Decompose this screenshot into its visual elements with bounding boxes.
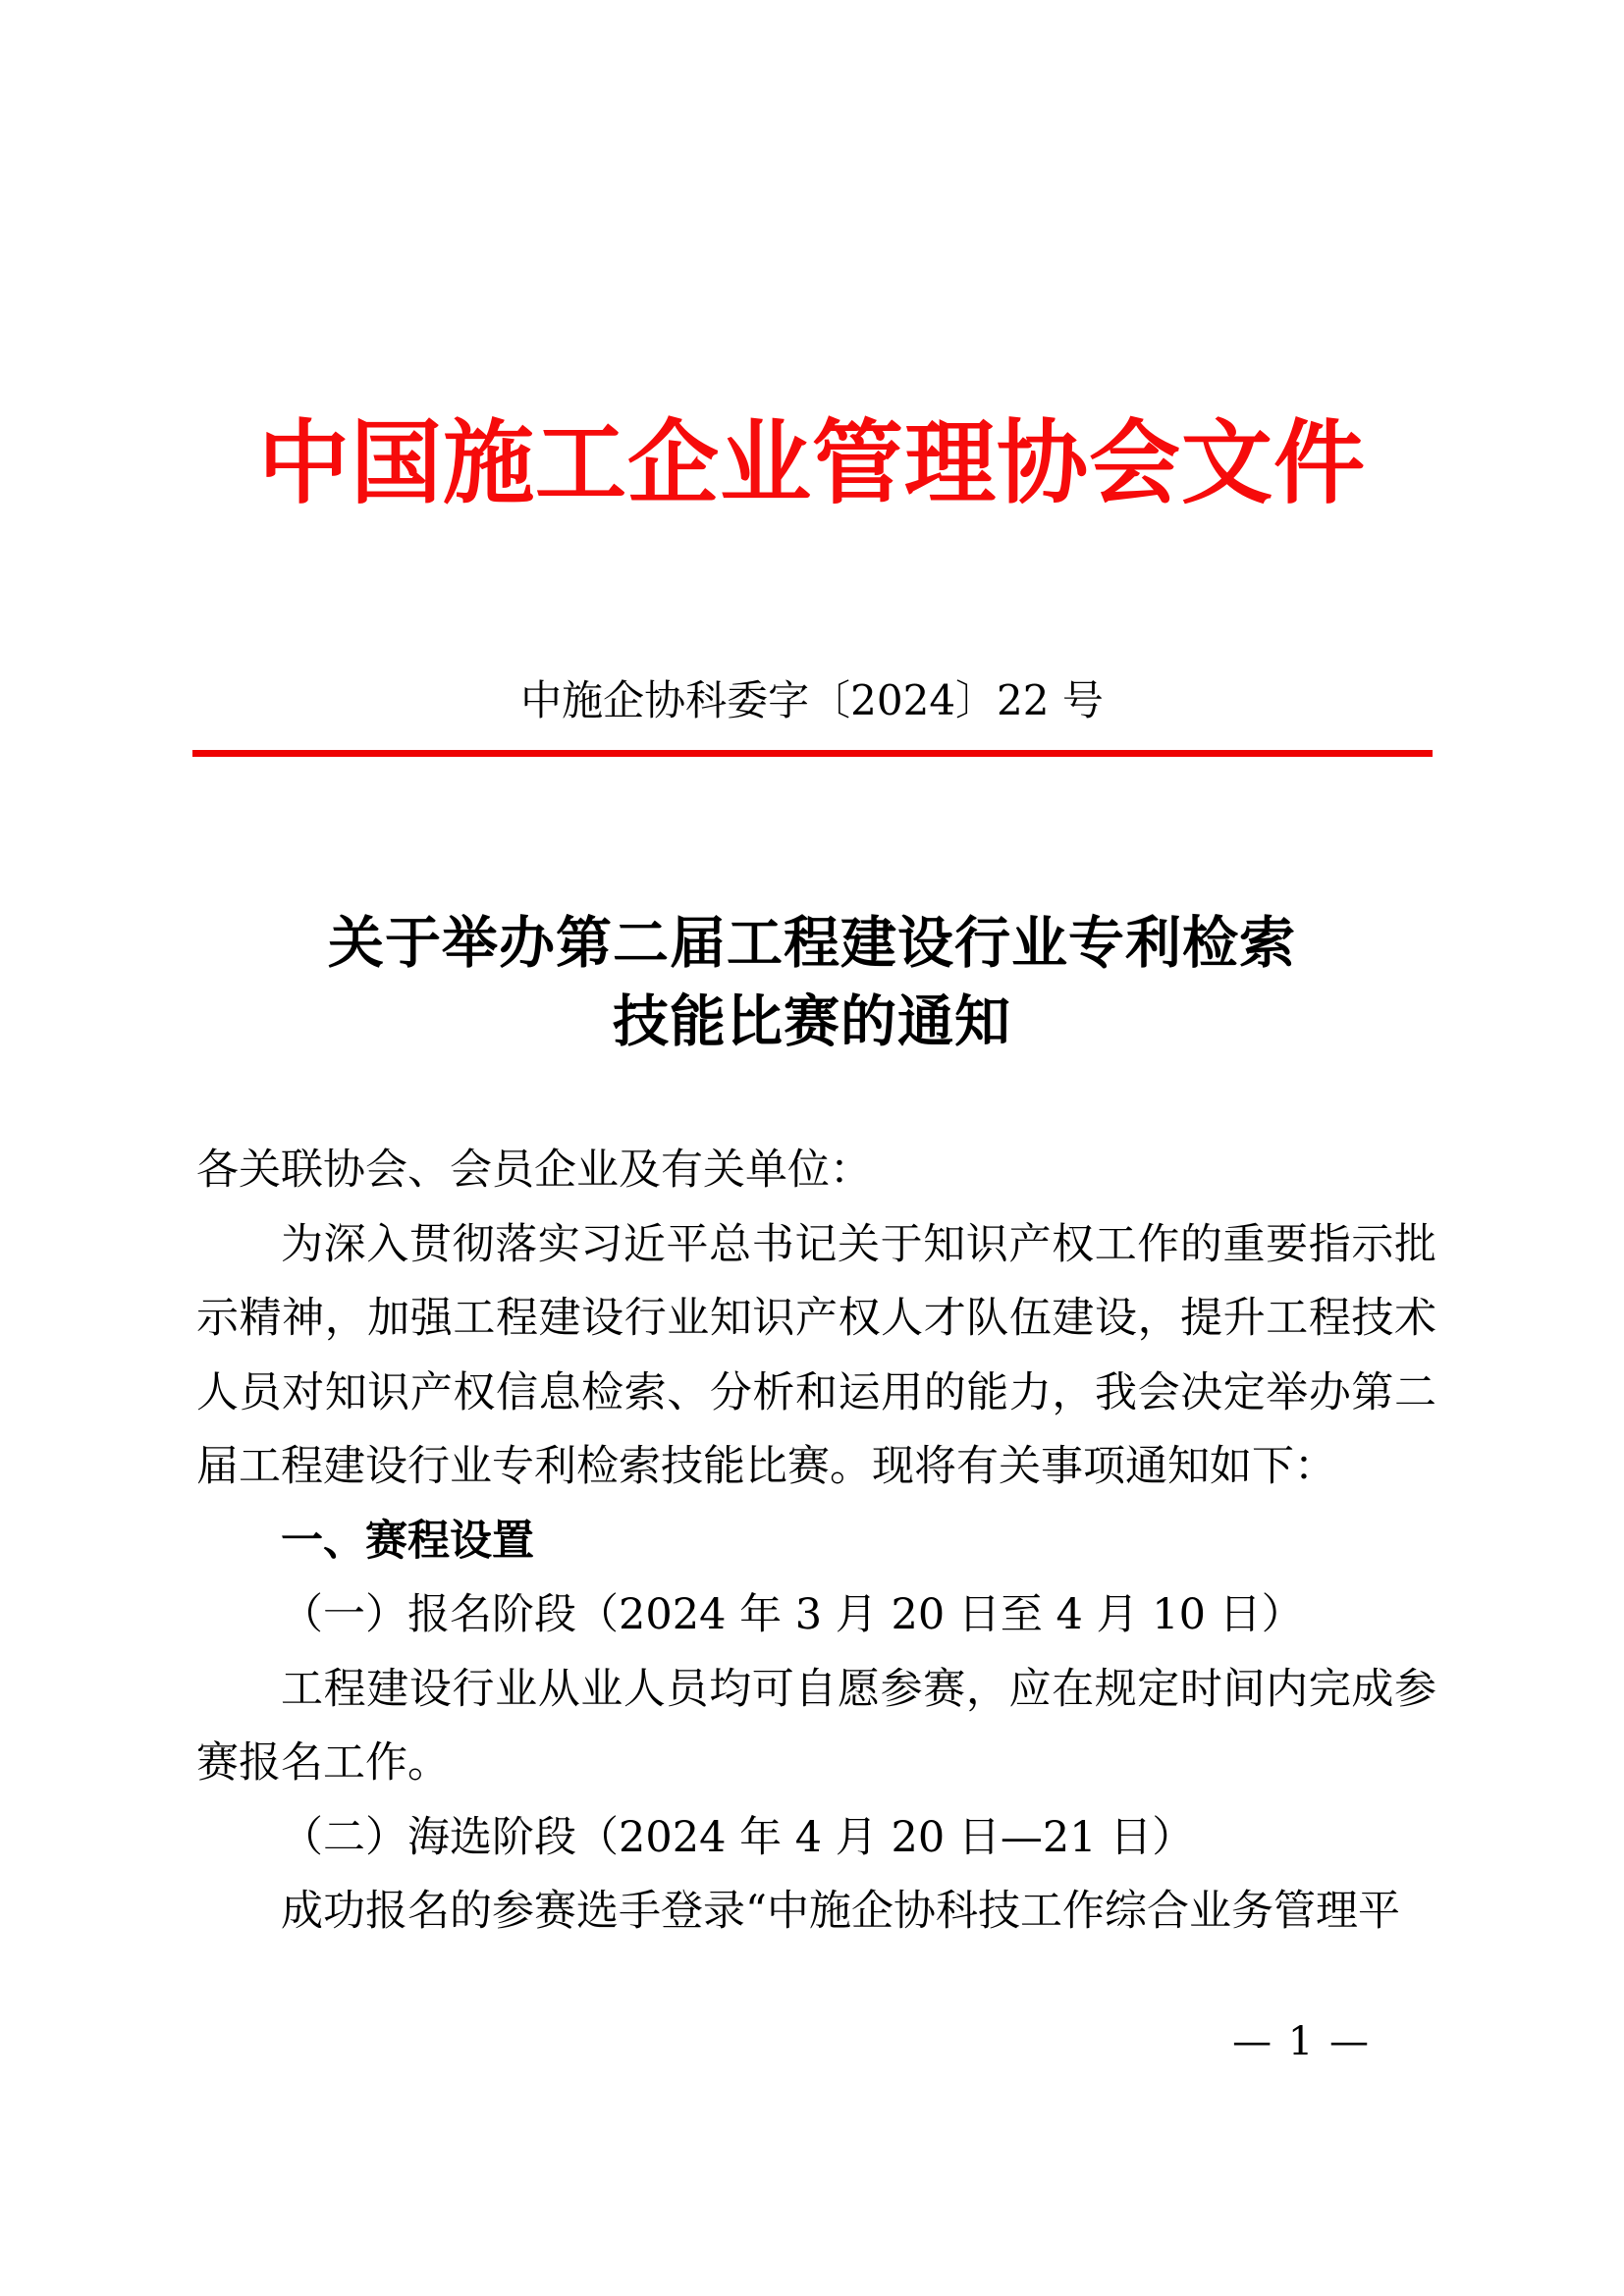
- page-number: — 1 —: [1232, 2019, 1371, 2064]
- letterhead-title: 中国施工企业管理协会文件: [258, 409, 1366, 516]
- salutation: 各关联协会、会员企业及有关单位：: [196, 1146, 872, 1195]
- document-title-line2: 技能比赛的通知: [613, 988, 1011, 1054]
- document-body: [196, 1134, 1436, 1949]
- document-number: 中施企协科委字〔2024〕22 号: [520, 676, 1104, 724]
- paragraph-registration: 工程建设行业从业人员均可自愿参赛，应在规定时间内完成参赛报名工作。: [196, 1664, 1436, 1788]
- paragraph-intro: 为深入贯彻落实习近平总书记关于知识产权工作的重要指示批示精神，加强工程建设行业知识产权人才队伍建设，提升工程技术人员对知识产权信息检索、分析和运用的能力，我会决定举办第二届工程建设行业专利检索技能比赛。现将有关事项通知如下：: [196, 1219, 1436, 1491]
- document-title-line1: 关于举办第二届工程建设行业专利检索: [328, 910, 1296, 976]
- paragraph-preliminary: 成功报名的参赛选手登录“中施企协科技工作综合业务管理平: [281, 1887, 1400, 1936]
- document-title: [0, 904, 1624, 1061]
- subsection-2-preliminary-stage: （二）海选阶段（2024 年 4 月 20 日—21 日）: [281, 1812, 1195, 1862]
- red-separator-rule: [192, 750, 1433, 757]
- subsection-1-registration-stage: （一）报名阶段（2024 年 3 月 20 日至 4 月 10 日）: [281, 1590, 1304, 1639]
- section-heading-1: 一、赛程设置: [281, 1516, 534, 1566]
